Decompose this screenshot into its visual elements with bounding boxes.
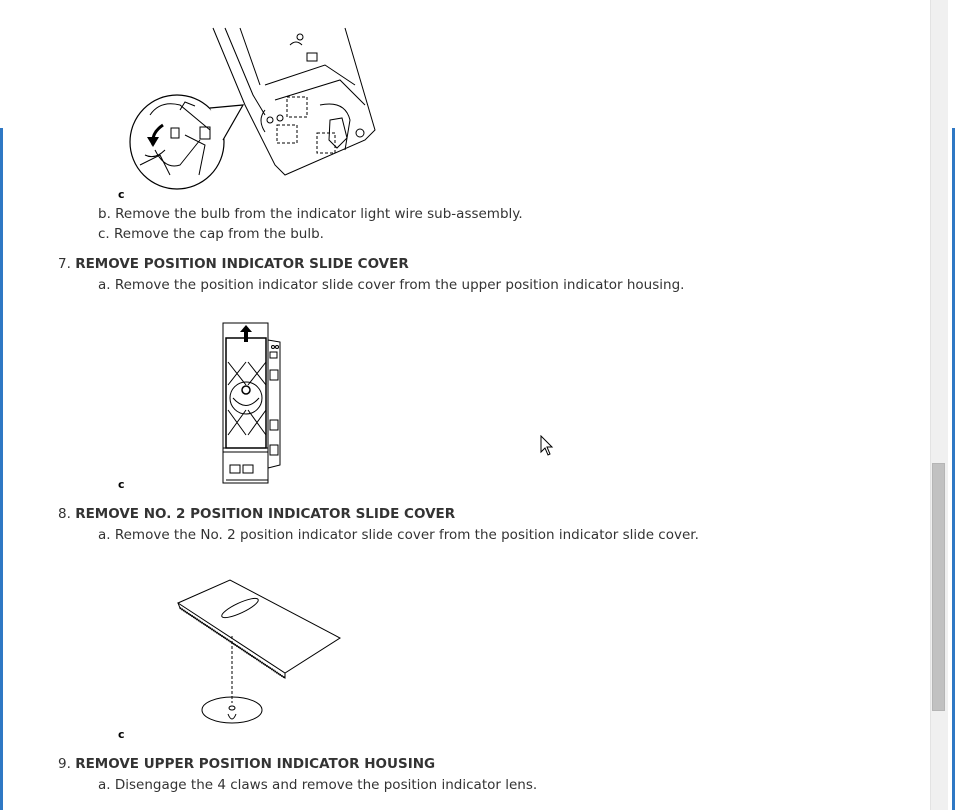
step-8-sub-a: a. Remove the No. 2 position indicator slide cover from the position indicator slide cover. — [98, 527, 699, 543]
step-9-number: 9. — [58, 756, 71, 772]
step-9-heading — [58, 755, 435, 773]
indicator-light-wire-figure — [125, 25, 380, 190]
step-7-sub-a: a. Remove the position indicator slide cover from the upper position indicator housing. — [98, 277, 685, 293]
mouse-pointer-icon — [540, 435, 556, 457]
step-9-sub-a: a. Disengage the 4 claws and remove the position indicator lens. — [98, 777, 538, 793]
step-8-heading — [58, 505, 455, 523]
figure-caption: c — [118, 728, 125, 741]
figure-caption: c — [118, 478, 125, 491]
no2-slide-cover-figure — [175, 578, 345, 730]
step-7-heading — [58, 255, 409, 273]
step-7-number: 7. — [58, 256, 71, 272]
step-9-title: REMOVE UPPER POSITION INDICATOR HOUSING — [75, 756, 436, 772]
scrollbar-thumb[interactable] — [932, 463, 945, 711]
step-8-number: 8. — [58, 506, 71, 522]
step-6-sub-b: b. Remove the bulb from the indicator light wire sub-assembly. — [98, 206, 523, 222]
position-indicator-slide-cover-figure — [218, 320, 288, 490]
step-6-sub-c: c. Remove the cap from the bulb. — [98, 226, 324, 242]
step-8-title: REMOVE NO. 2 POSITION INDICATOR SLIDE COVER — [75, 506, 456, 522]
figure-caption: c — [118, 188, 125, 201]
step-7-title: REMOVE POSITION INDICATOR SLIDE COVER — [75, 256, 409, 272]
